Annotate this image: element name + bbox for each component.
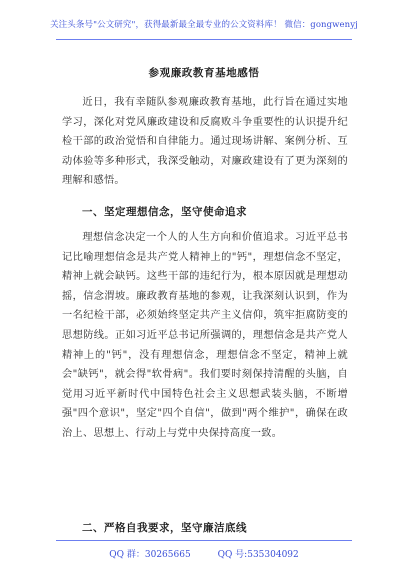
document-title: 参观廉政教育基地感悟 xyxy=(148,67,260,79)
footer-contact xyxy=(0,547,408,560)
section-1-paragraph: 理想信念决定一个人的人生方向和价值追求。习近平总书记比喻理想信念是共产党人精神上的"钙"，理想信念不坚定，精神上就会缺钙。这些干部的违纪行为，根本原因就是理想动摇，信念渭坡。廉政教育基地的参观，让我深刻认识到，作为一名纪检干部，必须始终坚定共产主义信仰，筑牢拒腐防变的思想防线。正如习近平总书记所强调的，理想信念是共产党人精神上的"钙"，没有理想信念，理想信念不坚定，精神上就会"缺钙"，就会得"软骨病"。我们要时刻保持清醒的头脑，自觉用习近平新时代中国特色社会主义思想武装头脑，不断增强"四个意识"，坚定"四个自信"，做到"两个维护"，确保在政治上、思想上、行动上与党中央保持高度一致。 xyxy=(62,232,348,439)
qq-group-number: QQ 群：30265665 xyxy=(109,550,191,560)
section-heading-1: 一、坚定理想信念，坚守使命追求 xyxy=(82,206,247,218)
qq-account-number: QQ 号:535304092 xyxy=(217,550,299,560)
section-heading-2: 二、严格自我要求，坚守廉洁底线 xyxy=(82,522,247,534)
footer-divider xyxy=(56,540,352,541)
header-banner: 关注头条号"公文研究"，获得最新最全最专业的公文资料库！ 微信：gongwenyj xyxy=(50,20,358,30)
header-divider xyxy=(56,39,352,40)
intro-paragraph: 近日，我有幸随队参观廉政教育基地，此行旨在通过实地学习，深化对党风廉政建设和反腐败斗争重要性的认识提升纪检干部的政治觉悟和自律能力。通过现场讲解、案例分析、互动体验等多种形式，我深受触动，对廉政建设有了更为深刻的理解和感悟。 xyxy=(62,97,348,187)
